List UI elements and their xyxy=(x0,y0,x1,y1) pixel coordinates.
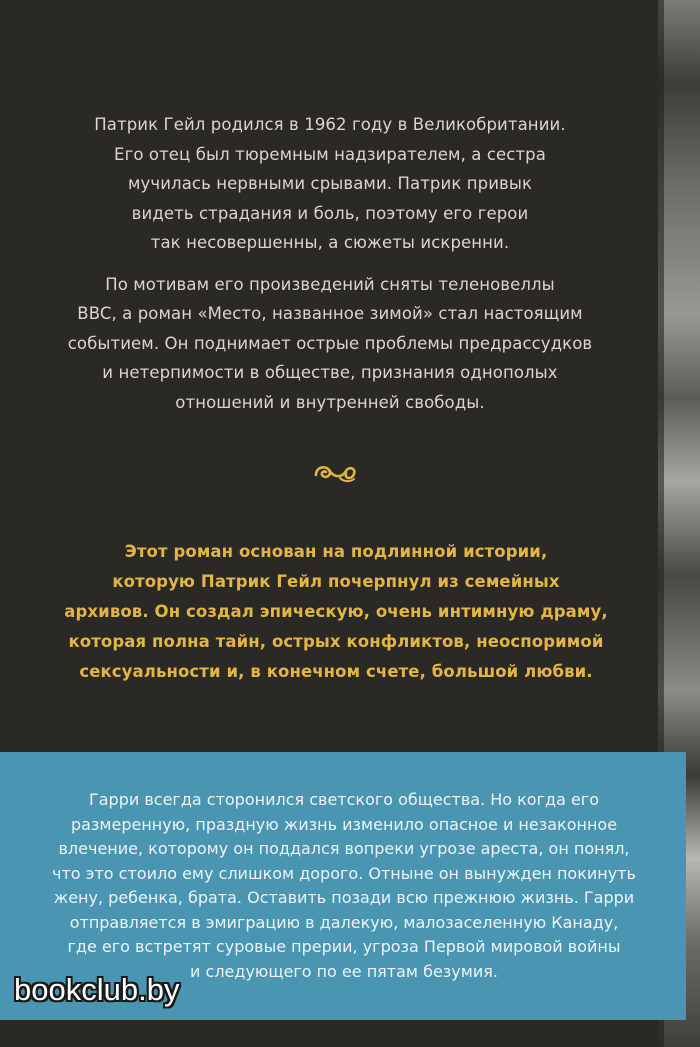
highlight-line: которая полна тайн, острых конфликтов, неоспоримой xyxy=(68,632,604,651)
author-bio-paragraph-1 xyxy=(60,110,600,258)
flourish-ornament-icon xyxy=(312,458,358,488)
synopsis-line: жену, ребенка, брата. Оставить позади всю прежнюю жизнь. Гарри xyxy=(53,888,635,907)
bio-line: событием. Он поднимает острые проблемы предрассудков xyxy=(67,333,593,353)
synopsis-line: влечение, которому он поддался вопреки угрозе ареста, он понял, xyxy=(58,839,630,858)
author-bio-paragraph-2 xyxy=(60,270,600,418)
bio-line: Патрик Гейл родился в 1962 году в Великобритании. xyxy=(94,115,566,134)
bio-line: так несовершенны, а сюжеты искренни. xyxy=(150,233,510,252)
author-bio xyxy=(60,110,600,417)
synopsis-text xyxy=(44,788,644,984)
bio-line: видеть страдания и боль, поэтому его герои xyxy=(131,203,529,223)
bio-line: и нетерпимости в обществе, признания однополых xyxy=(102,363,558,382)
highlight-line: которую Патрик Гейл почерпнул из семейных xyxy=(112,572,560,591)
highlight-line: Этот роман основан на подлинной истории, xyxy=(124,542,548,561)
bio-line: отношений и внутренней свободы. xyxy=(175,392,485,412)
bio-line: По мотивам его произведений сняты теленовеллы xyxy=(105,274,555,294)
synopsis-line: Гарри всегда сторонился светского общества. Но когда его xyxy=(88,790,599,809)
synopsis-line: что это стоило ему слишком дорого. Отныне он вынужден покинуть xyxy=(52,863,636,883)
bio-line: BBC, а роман «Место, названное зимой» стал настоящим xyxy=(77,304,583,323)
synopsis-line: размеренную, праздную жизнь изменило опасное и незаконное xyxy=(70,814,618,834)
highlight-line: сексуальности и, в конечном счете, большой любви. xyxy=(79,662,593,681)
book-highlight-text xyxy=(60,537,612,687)
synopsis-line: и следующего по ее пятам безумия. xyxy=(190,961,498,981)
highlight-line: архивов. Он создал эпическую, очень интимную драму, xyxy=(64,602,608,621)
synopsis-line: отправляется в эмиграцию в далекую, малозаселенную Канаду, xyxy=(69,912,619,932)
synopsis-line: где его встретят суровые прерии, угроза Первой мировой войны xyxy=(67,937,621,956)
bio-line: мучилась нервными срывами. Патрик привык xyxy=(127,174,533,193)
bio-line: Его отец был тюремным надзирателем, а сестра xyxy=(114,144,546,164)
site-watermark: bookclub.by xyxy=(14,972,180,1007)
